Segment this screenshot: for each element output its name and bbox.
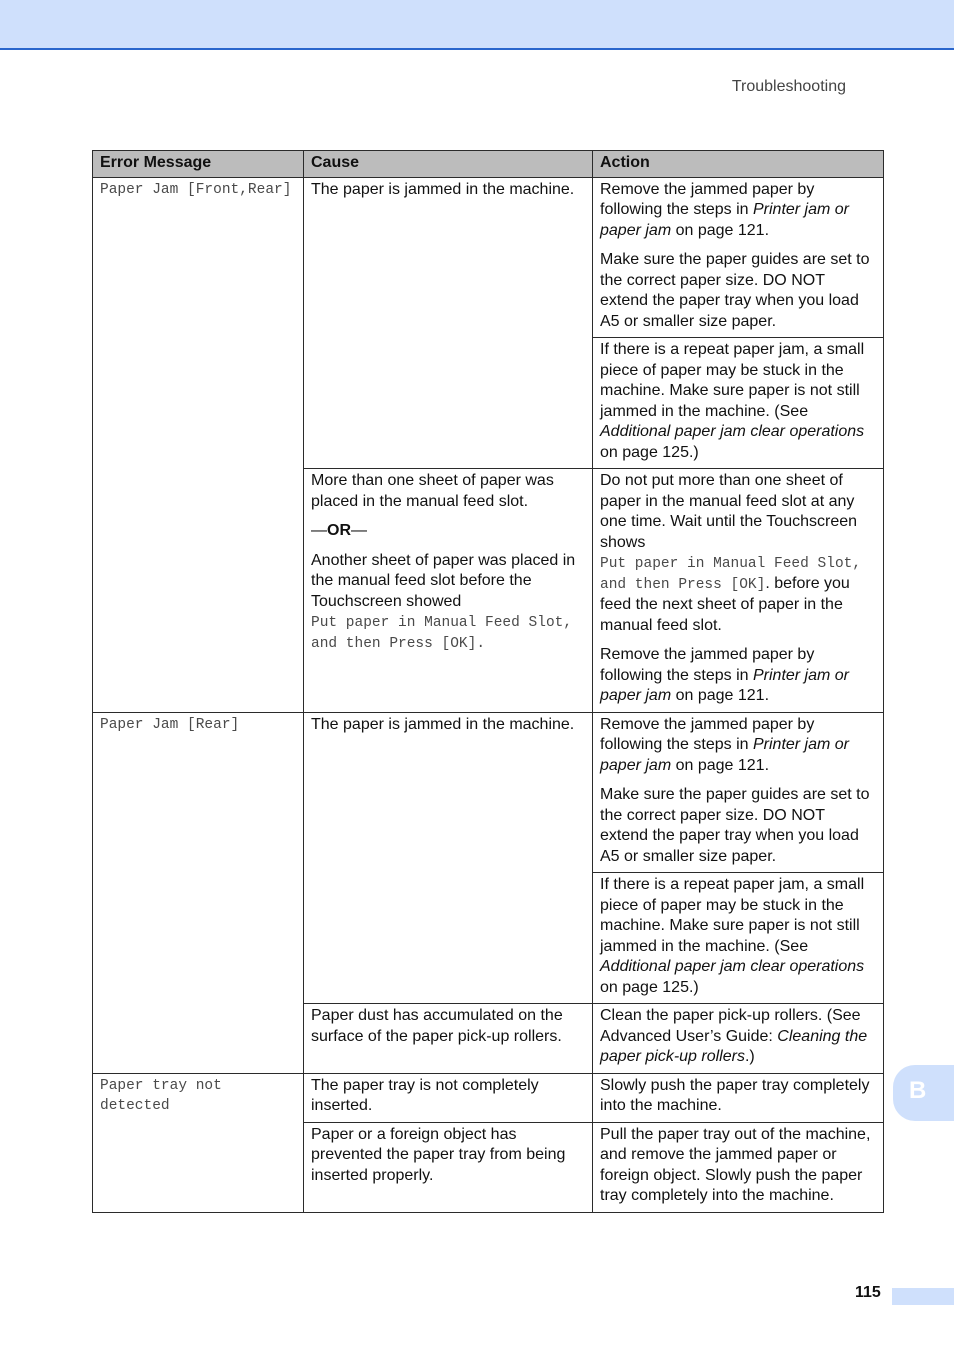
action-cell bbox=[593, 177, 884, 338]
page-number: 115 bbox=[855, 1284, 881, 1301]
action-text: Remove the jammed paper by following the steps in Printer jam or paper jam on page 121. bbox=[600, 180, 850, 239]
cause-cell bbox=[304, 1004, 593, 1074]
action-text: If there is a repeat paper jam, a small piece of paper may be stuck in the machine. Make sure paper is not still jammed in the machine. (See Additional paper jam clear operations on page 125.) bbox=[600, 341, 865, 461]
cause-text: Paper or a foreign object has prevented the paper tray from being inserted properly. bbox=[311, 1125, 566, 1184]
action-cell bbox=[593, 873, 884, 1004]
cause-cell bbox=[304, 712, 593, 1004]
column-header-cause: Cause bbox=[304, 151, 593, 178]
cause-cell bbox=[304, 177, 593, 469]
action-text: Slowly push the paper tray completely into the machine. bbox=[600, 1076, 870, 1114]
action-text: Do not put more than one sheet of paper in the manual feed slot at any one time. Wait until the Touchscreen shows Put paper in Manual Feed Slot, and then Press [OK]. before you feed the next sheet of paper in the manual feed slot. bbox=[600, 472, 862, 634]
cross-reference: Printer jam or paper jam bbox=[600, 666, 850, 704]
screen-message: Put paper in Manual Feed Slot, and then Press [OK] bbox=[600, 556, 862, 593]
cause-text: Paper dust has accumulated on the surface of the paper pick-up rollers. bbox=[311, 1007, 563, 1045]
cause-text: The paper is jammed in the machine. bbox=[311, 715, 575, 733]
error-message: Paper Jam [Rear] bbox=[100, 716, 240, 733]
action-cell bbox=[593, 338, 884, 469]
cause-text: More than one sheet of paper was placed in the manual feed slot. bbox=[311, 472, 554, 510]
error-message: Paper tray not detected bbox=[100, 1077, 222, 1114]
running-header: Troubleshooting bbox=[731, 78, 846, 95]
action-cell bbox=[593, 1004, 884, 1074]
action-text: Make sure the paper guides are set to the correct paper size. DO NOT extend the paper tray when you load A5 or smaller size paper. bbox=[600, 786, 870, 865]
action-cell bbox=[593, 712, 884, 873]
cross-reference: Cleaning the paper pick-up rollers bbox=[600, 1027, 868, 1065]
action-text: Remove the jammed paper by following the steps in Printer jam or paper jam on page 121. bbox=[600, 646, 850, 704]
error-message-cell bbox=[93, 177, 304, 712]
action-text: Make sure the paper guides are set to the correct paper size. DO NOT extend the paper tray when you load A5 or smaller size paper. bbox=[600, 251, 870, 330]
column-header-action: Action bbox=[593, 151, 884, 178]
error-message-cell bbox=[93, 1073, 304, 1212]
action-cell bbox=[593, 1122, 884, 1212]
troubleshooting-table bbox=[92, 150, 884, 1213]
cross-reference: Printer jam or paper jam bbox=[600, 736, 850, 774]
cause-text: The paper tray is not completely inserted. bbox=[311, 1076, 539, 1114]
action-cell bbox=[593, 469, 884, 713]
table-row bbox=[93, 1073, 884, 1122]
table-header-row bbox=[93, 151, 884, 178]
page-number-bar bbox=[892, 1288, 954, 1305]
action-text: Remove the jammed paper by following the steps in Printer jam or paper jam on page 121. bbox=[600, 715, 850, 774]
column-header-error-message: Error Message bbox=[93, 151, 304, 178]
action-text: Clean the paper pick-up rollers. (See Advanced User’s Guide: Cleaning the paper pick-up rollers.) bbox=[600, 1007, 868, 1065]
table-row bbox=[93, 712, 884, 873]
top-color-band bbox=[0, 0, 954, 50]
table-row bbox=[93, 177, 884, 338]
screen-message: Put paper in Manual Feed Slot, and then Press [OK]. bbox=[311, 615, 573, 652]
cause-text: The paper is jammed in the machine. bbox=[311, 180, 575, 198]
cause-cell bbox=[304, 1122, 593, 1212]
cross-reference: Printer jam or paper jam bbox=[600, 201, 850, 239]
cause-cell bbox=[304, 469, 593, 713]
cause-text: Another sheet of paper was placed in the manual feed slot before the Touchscreen showed Put paper in Manual Feed Slot, and then Press [OK]. bbox=[311, 551, 576, 652]
cross-reference: Additional paper jam clear operations bbox=[600, 958, 865, 975]
appendix-letter: B bbox=[909, 1077, 927, 1104]
cross-reference: Additional paper jam clear operations bbox=[600, 423, 865, 440]
error-message: Paper Jam [Front,Rear] bbox=[100, 181, 292, 198]
appendix-side-tab bbox=[893, 1065, 954, 1121]
action-text: If there is a repeat paper jam, a small piece of paper may be stuck in the machine. Make sure paper is not still jammed in the machine. (See Additional paper jam clear operations on page 125.) bbox=[600, 876, 865, 996]
error-message-cell bbox=[93, 712, 304, 1073]
action-cell bbox=[593, 1073, 884, 1122]
or-separator: —OR— bbox=[311, 522, 367, 539]
action-text: Pull the paper tray out of the machine, and remove the jammed paper or foreign object. Slowly push the paper tray completely into the machine. bbox=[600, 1125, 871, 1204]
cause-cell bbox=[304, 1073, 593, 1122]
